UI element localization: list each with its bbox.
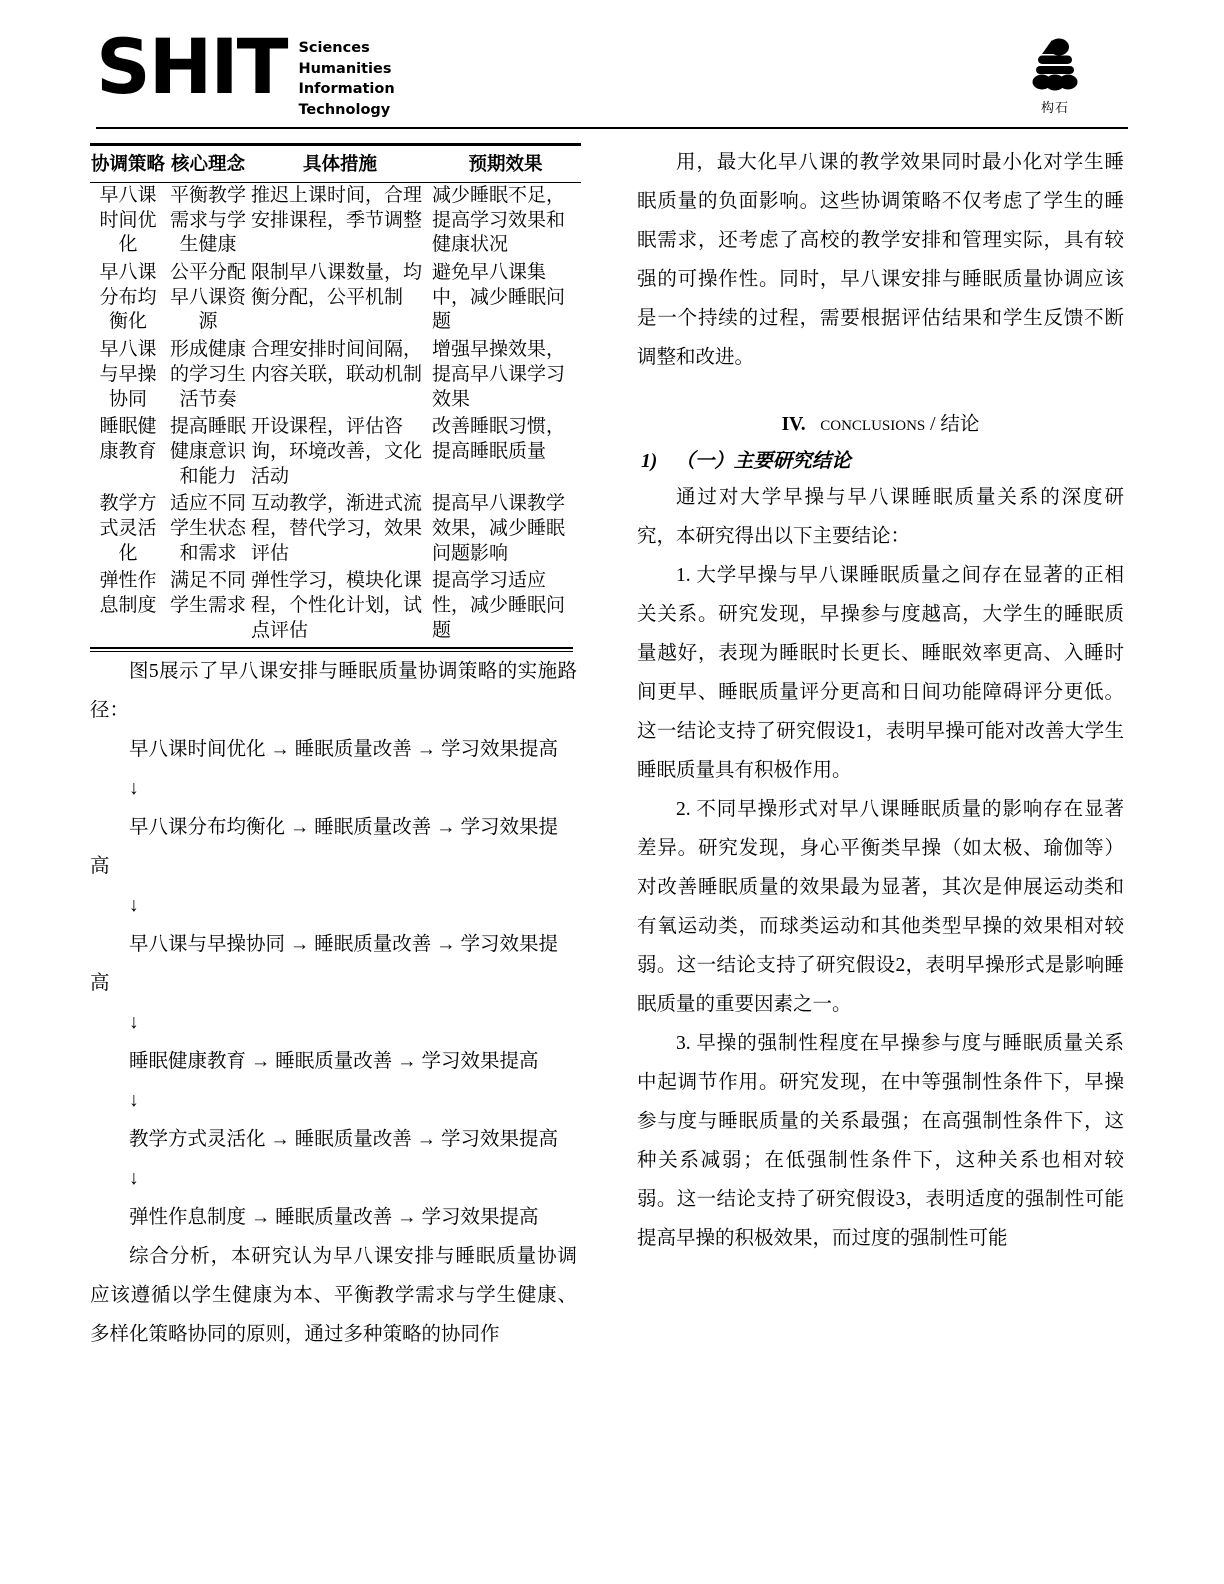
publisher-name: 构石 [1040, 101, 1069, 116]
coordination-strategy-table [90, 143, 581, 645]
flow-arrow-4: ↓ [129, 1090, 139, 1112]
right-column [637, 143, 1124, 1258]
subsection-title: （一）主要研究结论 [675, 450, 851, 472]
cell-effect: 避免早八课集中，减少睡眠问题 [432, 262, 566, 333]
cell-measures: 推迟上课时间，合理安排课程，季节调整 [251, 185, 423, 231]
flow-arrow-2: ↓ [129, 895, 139, 917]
flow-step-4: 睡眠健康教育 → 睡眠质量改善 → 学习效果提高 [129, 1051, 539, 1073]
flow-arrow-1: ↓ [129, 778, 139, 800]
column-header-effect: 预期效果 [430, 145, 581, 183]
cell-concept: 公平分配早八课资源 [169, 262, 246, 333]
flow-step-5: 教学方式灵活化 → 睡眠质量改善 → 学习效果提高 [129, 1129, 559, 1151]
stacked-stones-icon [1012, 34, 1098, 96]
section-title-en: conclusions [820, 411, 926, 435]
cell-effect: 减少睡眠不足，提高学习效果和健康状况 [432, 185, 566, 256]
journal-logo-wordmark: SHIT [96, 22, 287, 111]
cell-concept: 适应不同学生状态和需求 [169, 493, 246, 564]
flow-step-3: 早八课与早操协同 → 睡眠质量改善 → 学习效果提高 [90, 934, 559, 995]
conclusion-item-2: 2. 不同早操形式对早八课睡眠质量的影响存在显著差异。研究发现，身心平衡类早操（如太极、瑜伽等）对改善睡眠质量的效果最为显著，其次是伸展运动类和有氧运动类，而球类运动和其他类型早操的效果相对较弱。这一结论支持了研究假设2，表明早操形式是影响睡眠质量的重要因素之一。 [637, 798, 1124, 1015]
cell-strategy: 早八课与早操协同 [99, 339, 157, 410]
subsection-intro-paragraph: 通过对大学早操与早八课睡眠质量关系的深度研究，本研究得出以下主要结论： [637, 486, 1124, 547]
table-row [90, 568, 581, 645]
cell-effect: 提高学习适应性，减少睡眠问题 [432, 570, 566, 641]
publisher-logo [1012, 34, 1098, 116]
table-row [90, 183, 581, 261]
cell-strategy: 早八课分布均衡化 [99, 262, 157, 333]
table-header-row [90, 145, 581, 183]
cell-concept: 平衡教学需求与学生健康 [169, 185, 246, 256]
conclusion-item-1: 1. 大学早操与早八课睡眠质量之间存在显著的正相关关系。研究发现，早操参与度越高，大学生的睡眠质量越好，表现为睡眠时长更长、睡眠效率更高、入睡时间更早、睡眠质量评分更高和日间功能障碍评分更低。这一结论支持了研究假设1，表明早操可能对改善大学生睡眠质量具有积极作用。 [637, 564, 1124, 781]
header-divider [96, 127, 1128, 129]
cell-concept: 提高睡眠健康意识和能力 [169, 416, 246, 487]
flow-step-6: 弹性作息制度 → 睡眠质量改善 → 学习效果提高 [129, 1207, 539, 1229]
cell-strategy: 早八课时间优化 [99, 185, 157, 256]
logo-expansion-line: Sciences [298, 40, 370, 56]
cell-concept: 满足不同学生需求 [169, 570, 246, 617]
cell-measures: 合理安排时间间隔，内容关联，联动机制 [251, 339, 423, 385]
subsection-number: 1) [641, 450, 658, 472]
logo-expansion-line: Information [298, 81, 395, 98]
continued-paragraph: 用，最大化早八课的教学效果同时最小化对学生睡眠质量的负面影响。这些协调策略不仅考虑了学生的睡眠需求，还考虑了高校的教学安排和管理实际，具有较强的可操作性。同时，早八课安排与睡眠质量协调应该是一个持续的过程，需要根据评估结果和学生反馈不断调整和改进。 [637, 152, 1124, 368]
left-column [90, 143, 577, 1354]
table-body [90, 183, 581, 646]
column-header-strategy: 协调策略 [90, 145, 166, 183]
journal-logo [96, 22, 395, 120]
table-row [90, 414, 581, 491]
masthead [96, 22, 1128, 120]
section-number: IV. [781, 414, 806, 435]
section-title-zh: 结论 [940, 414, 980, 435]
cell-measures: 限制早八课数量，均衡分配，公平机制 [251, 262, 423, 308]
journal-logo-expansion [298, 38, 394, 120]
section-heading-conclusions [637, 407, 1124, 441]
cell-effect: 改善睡眠习惯，提高睡眠质量 [432, 416, 566, 462]
column-header-measures: 具体措施 [250, 145, 430, 183]
logo-expansion-line: Technology [298, 101, 391, 118]
subsection-heading [637, 445, 1124, 478]
cell-effect: 增强早操效果，提高早八课学习效果 [432, 339, 566, 410]
cell-concept: 形成健康的学习生活节奏 [169, 339, 246, 410]
table-row [90, 337, 581, 414]
logo-expansion-line: Humanities [298, 60, 392, 77]
closing-paragraph: 综合分析，本研究认为早八课安排与睡眠质量协调应该遵循以学生健康为本、平衡教学需求与学生健康、多样化策略协同的原则，通过多种策略的协同作 [90, 1246, 577, 1346]
cell-measures: 弹性学习，模块化课程，个性化计划，试点评估 [251, 570, 423, 641]
cell-strategy: 弹性作息制度 [99, 570, 157, 617]
flow-step-1: 早八课时间优化 → 睡眠质量改善 → 学习效果提高 [129, 739, 559, 761]
cell-measures: 互动教学，渐进式流程，替代学习，效果评估 [251, 493, 423, 564]
cell-strategy: 教学方式灵活化 [99, 493, 157, 564]
flow-arrow-3: ↓ [129, 1012, 139, 1034]
flow-step-2: 早八课分布均衡化 → 睡眠质量改善 → 学习效果提高 [90, 817, 559, 878]
table-header [90, 145, 581, 183]
table-row [90, 260, 581, 337]
figure-intro-paragraph: 图5展示了早八课安排与睡眠质量协调策略的实施路径： [90, 661, 577, 722]
flow-arrow-5: ↓ [129, 1168, 139, 1190]
cell-effect: 提高早八课教学效果，减少睡眠问题影响 [432, 493, 566, 564]
section-title-separator: / [930, 414, 936, 435]
cell-strategy: 睡眠健康教育 [99, 416, 157, 462]
cell-measures: 开设课程，评估咨询，环境改善，文化活动 [251, 416, 423, 487]
conclusion-item-3: 3. 早操的强制性程度在早操参与度与睡眠质量关系中起调节作用。研究发现，在中等强制性条件下，早操参与度与睡眠质量的关系最强；在高强制性条件下，这种关系减弱；在低强制性条件下，这种关系也相对较弱。这一结论支持了研究假设3，表明适度的强制性可能提高早操的积极效果，而过度的强制性可能 [637, 1032, 1124, 1249]
table-row [90, 491, 581, 568]
column-header-concept: 核心理念 [166, 145, 250, 183]
